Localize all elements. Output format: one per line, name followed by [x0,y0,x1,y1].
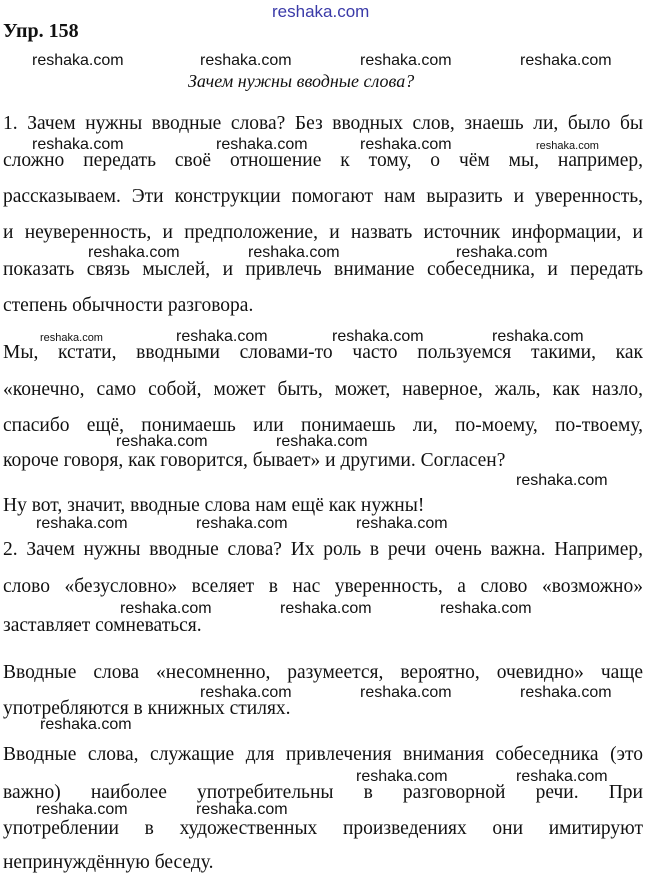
text-line: сложно передать своё отношение к тому, о чём мы, например, [3,151,643,171]
text-line: Вводные слова «несомненно, разумеется, вероятно, очевидно» чаще [3,663,643,683]
watermark: reshaka.com [360,52,452,69]
watermark: reshaka.com [120,600,212,617]
watermark: reshaka.com [440,600,532,617]
text-line: заставляет сомневаться. [3,616,202,636]
text-line: употребляются в книжных стилях. [3,699,291,719]
text-line: Вводные слова, служащие для привлечения внимания собеседника (это [3,745,643,765]
watermark: reshaka.com [176,328,268,345]
watermark: reshaka.com [36,515,128,532]
watermark: reshaka.com [356,768,448,785]
exercise-title: Упр. 158 [3,20,79,42]
watermark: reshaka.com [248,244,340,261]
watermark: reshaka.com [516,768,608,785]
watermark: reshaka.com [196,801,288,818]
watermark: reshaka.com [516,472,608,489]
watermark: reshaka.com [196,515,288,532]
watermark: reshaka.com [32,136,124,153]
text-line: слово «безусловно» вселяет в нас уверенность, а слово «возможно» [3,577,643,597]
text-line: Мы, кстати, вводными словами-то часто пользуемся такими, как [3,343,643,363]
watermark: reshaka.com [200,52,292,69]
watermark: reshaka.com [216,136,308,153]
page-subtitle: Зачем нужны вводные слова? [188,71,415,91]
watermark: reshaka.com [360,684,452,701]
watermark-top: reshaka.com [272,2,370,21]
watermark: reshaka.com [36,801,128,818]
watermark: reshaka.com [40,716,132,733]
watermark: reshaka.com [40,332,103,344]
watermark: reshaka.com [116,433,208,450]
watermark: reshaka.com [276,433,368,450]
text-line: употреблении в художественных произведениях они имитируют [3,819,643,839]
text-line: и неуверенность, и предположение, и назвать источник информации, и [3,223,643,243]
watermark: reshaka.com [332,328,424,345]
watermark: reshaka.com [520,684,612,701]
watermark: reshaka.com [536,140,599,152]
text-line: непринуждённую беседу. [3,853,214,873]
text-line: короче говоря, как говорится, бывает» и другими. Согласен? [3,451,506,471]
watermark: reshaka.com [88,244,180,261]
text-line: 2. Зачем нужны вводные слова? Их роль в речи очень важна. Например, [3,540,643,560]
watermark: reshaka.com [32,52,124,69]
text-line: рассказываем. Эти конструкции помогают нам выразить и уверенность, [3,187,643,207]
watermark: reshaka.com [492,328,584,345]
text-line: важно) наиболее употребительны в разговорной речи. При [3,783,643,803]
text-line: Ну вот, значит, вводные слова нам ещё как нужны! [3,496,425,516]
text-line: 1. Зачем нужны вводные слова? Без вводных слов, знаешь ли, было бы [3,114,643,134]
text-line: «конечно, само собой, может быть, может, наверное, жаль, как назло, [3,380,643,400]
watermark: reshaka.com [280,600,372,617]
text-line: спасибо ещё, понимаешь или понимаешь ли, по-моему, по-твоему, [3,416,643,436]
watermark: reshaka.com [200,684,292,701]
watermark: reshaka.com [456,244,548,261]
text-line: показать связь мыслей, и привлечь внимание собеседника, и передать [3,260,643,280]
watermark: reshaka.com [360,136,452,153]
watermark: reshaka.com [356,515,448,532]
text-line: степень обычности разговора. [3,296,254,316]
watermark: reshaka.com [520,52,612,69]
